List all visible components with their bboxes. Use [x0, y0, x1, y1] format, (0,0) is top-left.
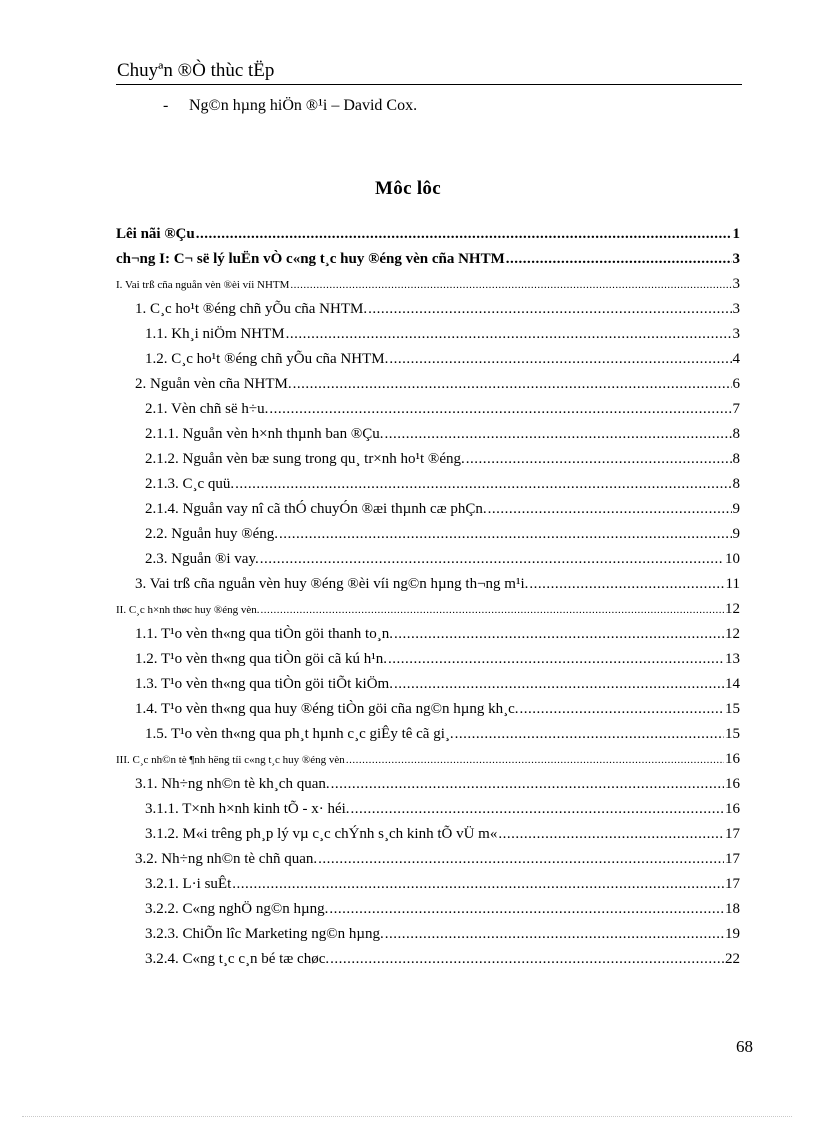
toc-entry-page: 10 [725, 551, 740, 567]
toc-leader-dots [385, 924, 724, 944]
toc-entry [116, 649, 740, 669]
toc-entry-title: 3.2.3. ChiÕn lîc Marketing ng©n hµng. [145, 926, 384, 942]
toc-leader-dots [368, 299, 731, 319]
toc-leader-dots [394, 624, 724, 644]
toc-leader-dots [384, 424, 731, 444]
reference-text: Ng©n hµng hiÖn ®¹i – David Cox. [189, 97, 418, 114]
toc-entry-page: 12 [725, 601, 740, 617]
toc-leader-dots [351, 799, 724, 819]
toc-entry-page: 9 [732, 526, 740, 542]
toc-leader-dots [329, 899, 724, 919]
list-dash: - [163, 97, 169, 114]
toc-entry-page: 8 [732, 476, 740, 492]
toc-entry-page: 7 [732, 401, 740, 417]
toc-entry [116, 374, 740, 394]
toc-entry [116, 674, 740, 694]
reference-line [163, 96, 417, 116]
toc-leader-dots [269, 399, 731, 419]
toc-entry-page: 15 [725, 701, 740, 717]
toc-entry [116, 849, 740, 869]
toc-entry-page: 3 [732, 276, 740, 292]
toc-leader-dots [488, 499, 732, 519]
toc-entry-page: 8 [732, 451, 740, 467]
toc-leader-dots [196, 224, 732, 244]
toc-entry [116, 524, 740, 544]
toc-leader-dots [279, 524, 731, 544]
toc-leader-dots [466, 449, 732, 469]
toc-leader-dots [286, 324, 732, 344]
toc-leader-dots [330, 949, 724, 969]
toc-entry-title: II. C¸c h×nh thøc huy ®éng vèn. [116, 604, 260, 616]
toc-entry-title: 3.2.4. C«ng t¸c c¸n bé tæ chøc. [145, 951, 330, 967]
toc-leader-dots [520, 699, 724, 719]
toc-leader-dots [389, 349, 731, 369]
toc-leader-dots [506, 249, 732, 269]
toc-entry-title: 3.1. Nh÷ng nh©n tè kh¸ch quan. [135, 776, 330, 792]
toc-entry-page: 6 [732, 376, 740, 392]
toc-entry [116, 399, 740, 419]
toc-leader-dots [290, 275, 731, 294]
toc-leader-dots [232, 874, 724, 894]
toc-entry-page: 15 [725, 726, 740, 742]
toc-entry-title: 1.1. T¹o vèn th«ng qua tiÒn göi thanh to¸n. [135, 626, 393, 642]
toc-entry [116, 299, 740, 319]
toc-entry-title: 2.3. Nguån ®i vay. [145, 551, 259, 567]
toc-entry [116, 349, 740, 369]
toc-entry [116, 699, 740, 719]
table-of-contents [116, 224, 740, 974]
toc-entry [116, 224, 740, 244]
toc-entry [116, 574, 740, 594]
toc-entry [116, 249, 740, 269]
toc-entry-title: 2.2. Nguån huy ®éng. [145, 526, 279, 542]
toc-entry [116, 899, 740, 919]
toc-entry [116, 924, 740, 944]
toc-entry-page: 4 [732, 351, 740, 367]
toc-entry [116, 774, 740, 794]
toc-entry-title: 3.2.2. C«ng nghÖ ng©n hµng. [145, 901, 329, 917]
toc-entry-title: 3.1.2. M«i trêng ph¸p lý vµ c¸c chÝnh s¸ch kinh tÕ vÜ m« [145, 826, 498, 842]
toc-entry [116, 324, 740, 344]
toc-entry [116, 949, 740, 969]
toc-entry-title: 1.4. T¹o vèn th«ng qua huy ®éng tiÒn göi cña ng©n hµng kh¸c. [135, 701, 519, 717]
document-header-title: Chuyªn ®Ò thùc tËp [117, 60, 275, 81]
toc-entry-page: 13 [725, 651, 740, 667]
footer-dotted-border [22, 1116, 792, 1117]
page-number: 68 [736, 1037, 753, 1056]
toc-entry-title: Lêi nãi ®Çu [116, 226, 195, 242]
toc-entry-page: 16 [725, 751, 740, 767]
toc-entry-page: 19 [725, 926, 740, 942]
toc-entry-title: 3. Vai trß cña nguån vèn huy ®éng ®èi víi ng©n hµng th¬ng m¹i. [135, 576, 529, 592]
toc-entry-title: 2.1.4. Nguån vay nî cã thÓ chuyÓn ®æi thµnh cæ phÇn. [145, 501, 487, 517]
toc-leader-dots [388, 649, 724, 669]
toc-entry-title: 2.1.1. Nguån vèn h×nh thµnh ban ®Çu. [145, 426, 384, 442]
toc-leader-dots [293, 374, 732, 394]
toc-entry-title: I. Vai trß cña nguån vèn ®èi víi NHTM [116, 279, 290, 291]
toc-entry [116, 749, 740, 769]
toc-entry-page: 3 [732, 251, 740, 267]
toc-entry [116, 599, 740, 619]
toc-entry [116, 624, 740, 644]
toc-leader-dots [260, 600, 724, 619]
toc-entry-page: 14 [725, 676, 740, 692]
toc-entry-title: 2.1.2. Nguån vèn bæ sung trong qu¸ tr×nh ho¹t ®éng. [145, 451, 465, 467]
toc-entry-title: 1.2. T¹o vèn th«ng qua tiÒn göi cã kú h¹n. [135, 651, 388, 667]
toc-entry [116, 499, 740, 519]
toc-entry-page: 17 [725, 876, 740, 892]
toc-entry [116, 724, 740, 744]
toc-entry [116, 874, 740, 894]
toc-entry-title: 2.1.3. C¸c quü. [145, 476, 235, 492]
toc-entry-title: ch¬ng I: C¬ së lý luËn vÒ c«ng t¸c huy ®éng vèn cña NHTM [116, 251, 505, 267]
toc-entry [116, 474, 740, 494]
toc-entry-page: 17 [725, 826, 740, 842]
toc-entry [116, 449, 740, 469]
toc-entry-page: 16 [725, 801, 740, 817]
toc-leader-dots [498, 824, 724, 844]
toc-entry-page: 1 [732, 226, 740, 242]
toc-entry-page: 16 [725, 776, 740, 792]
toc-entry-page: 22 [725, 951, 740, 967]
toc-leader-dots [455, 724, 724, 744]
toc-entry [116, 274, 740, 294]
toc-leader-dots [318, 849, 724, 869]
toc-entry-page: 8 [732, 426, 740, 442]
toc-entry [116, 824, 740, 844]
toc-leader-dots [346, 750, 724, 769]
toc-entry-title: 2.1. Vèn chñ së h÷u. [145, 401, 269, 417]
toc-entry-title: 3.2.1. L·i suÊt [145, 876, 232, 892]
toc-entry-title: 1. C¸c ho¹t ®éng chñ yÕu cña NHTM. [135, 301, 368, 317]
toc-leader-dots [235, 474, 731, 494]
toc-entry-title: 3.2. Nh÷ng nh©n tè chñ quan. [135, 851, 318, 867]
header-divider [116, 84, 742, 85]
toc-entry [116, 799, 740, 819]
toc-leader-dots [331, 774, 724, 794]
toc-entry-page: 18 [725, 901, 740, 917]
toc-leader-dots [394, 674, 724, 694]
toc-entry-page: 17 [725, 851, 740, 867]
toc-entry-title: 1.5. T¹o vèn th«ng qua ph¸t hµnh c¸c giÊy tê cã gi¸. [145, 726, 454, 742]
toc-entry-page: 9 [732, 501, 740, 517]
toc-entry-title: 3.1.1. T×nh h×nh kinh tÕ - x· héi. [145, 801, 350, 817]
toc-entry-page: 12 [725, 626, 740, 642]
toc-entry-title: 2. Nguån vèn cña NHTM. [135, 376, 292, 392]
toc-entry-page: 11 [725, 576, 740, 592]
toc-entry-title: 1.2. C¸c ho¹t ®éng chñ yÕu cña NHTM. [145, 351, 389, 367]
toc-entry-title: 1.3. T¹o vèn th«ng qua tiÒn göi tiÕt kiÖm. [135, 676, 393, 692]
toc-entry [116, 424, 740, 444]
toc-entry-title: 1.1. Kh¸i niÖm NHTM [145, 326, 285, 342]
toc-entry-page: 3 [732, 301, 740, 317]
toc-leader-dots [260, 549, 724, 569]
toc-heading: Môc lôc [375, 178, 441, 199]
toc-leader-dots [529, 574, 724, 594]
toc-entry-title: III. C¸c nh©n tè ¶nh hëng tíi c«ng t¸c huy ®éng vèn [116, 754, 345, 766]
toc-entry-page: 3 [732, 326, 740, 342]
toc-entry [116, 549, 740, 569]
